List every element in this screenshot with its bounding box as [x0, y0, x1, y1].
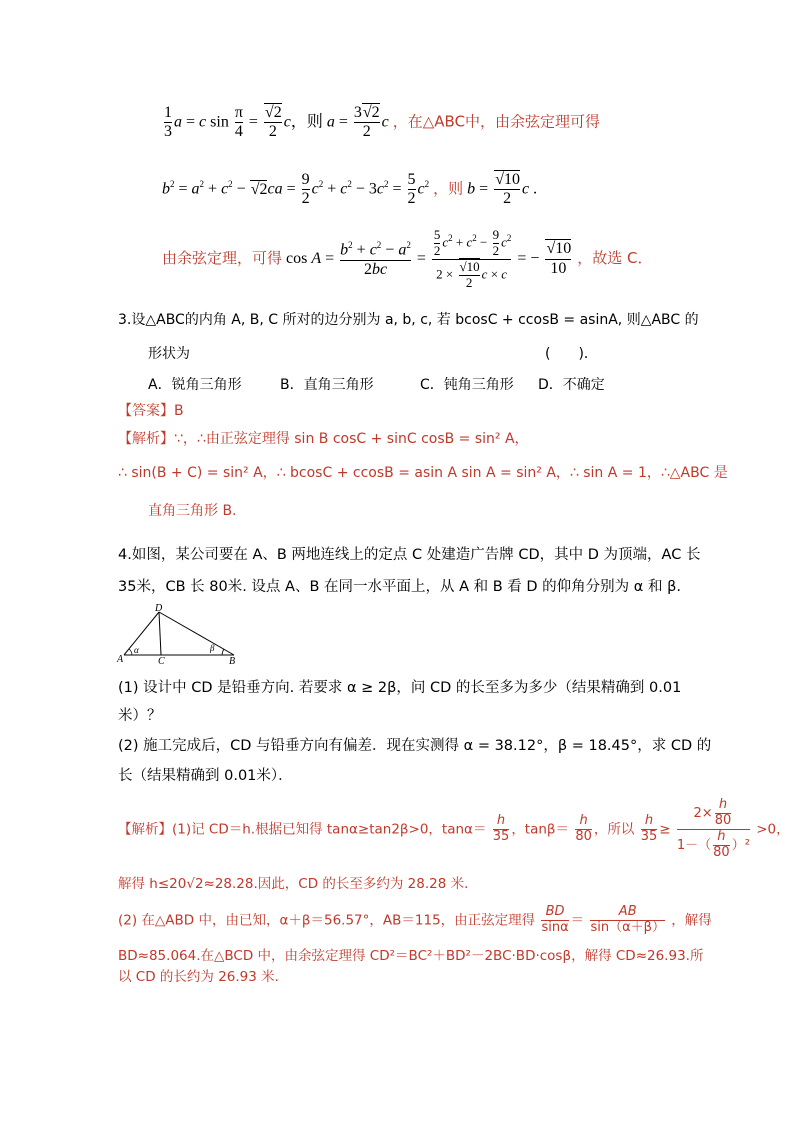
solution-line-3: 由余弦定理，可得 cos A = $\frac{b^2 + c^2 - a^2}{2bc}$ = $\frac{5}{2}$ $c^2 + c^2$ − $\frac{9}{2}$ $c^2$ 2 × $\frac{√10}{2}$ c × c = − $\frac{√10}{10}$ ，故选 C．: [162, 227, 653, 290]
fig-label-b: B: [229, 656, 236, 666]
q3-analysis-text-1: ∵，∴由正弦定理得 sin B cosC + sinC cosB = sin² A，: [174, 431, 529, 447]
fig-arc-beta: [222, 649, 224, 655]
q3-option-d: D．不确定: [538, 377, 605, 393]
q4-sol1-c: ，所以: [593, 821, 635, 838]
q4-solution-line-5: 以 CD 的长约为 26.93 米．: [118, 969, 289, 985]
fig-label-d: D: [155, 603, 163, 614]
fig-label-alpha: α: [134, 645, 139, 655]
fig-arc-alpha: [129, 649, 132, 655]
fig-line-ad: [124, 612, 159, 655]
q3-answer: 【答案】B: [118, 403, 184, 419]
q3-option-b: B．直角三角形: [280, 377, 374, 393]
q4-stem-line2: 35米，CB 长 80米. 设点 A、B 在同一水平面上，从 A 和 B 看 D 的仰角分别为 α 和 β.: [118, 579, 681, 595]
q4-sol2-b: ，解得: [671, 912, 712, 929]
solution-line-3-prefix: 由余弦定理，可得: [162, 249, 283, 268]
q4-sol1-b: ，tanβ＝: [511, 821, 570, 838]
q3-option-c: C．钝角三角形: [420, 377, 514, 393]
solution-line-1: $\frac{1}{3}$ a = c sin $\frac{\pi}{4}$ = $\frac{√2}{2}$ c，则 a = $\frac{3√2}{2}$ c ，在△ABC中，由余弦定理可得: [164, 104, 601, 141]
q3-analysis-line-3: 直角三角形 B.: [148, 503, 237, 519]
solution-line-2: $b^2 = a^2 + c^2 - √2ca$ = $\frac{9}{2}$ $c^2 + c^2 - 3c^2$ = $\frac{5}{2}$ $c^2$ ，则 b = $\frac{√10}{2}$ c .: [162, 171, 538, 208]
fig-label-a: A: [117, 654, 124, 665]
fig-line-db: [159, 612, 234, 655]
q4-part1-line2: 米）？: [118, 708, 162, 724]
fig-label-c: C: [158, 656, 165, 666]
q4-sol1-d: >0，: [756, 821, 790, 838]
fig-label-beta: β: [210, 643, 215, 653]
q3-analysis-line-1: [118, 428, 529, 448]
q3-paren: ( )．: [545, 346, 598, 362]
q3-stem-line2: 形状为: [148, 346, 190, 362]
q4-stem-line1: 4.如图，某公司要在 A、B 两地连线上的定点 C 处建造广告牌 CD，其中 D 为顶端，AC 长: [118, 547, 701, 563]
q3-analysis-line-2: ∴ sin(B + C) = sin² A，∴ bcosC + ccosB = asin A sin A = sin² A，∴ sin A = 1，∴△ABC 是: [118, 465, 728, 481]
q3-analysis-label: 【解析】: [118, 431, 174, 447]
solution-line-2-text: ，则: [433, 179, 464, 198]
q4-solution-line-2: 解得 h≤20√2≈28.28.因此，CD 的长至多约为 28.28 米．: [118, 876, 478, 892]
q3-stem: 3.设△ABC的内角 A, B, C 所对的边分别为 a, b, c, 若 bcosC + ccosB = asinA, 则△ABC 的: [118, 312, 699, 328]
q4-sol-label: 【解析】: [118, 821, 172, 838]
fig-line-cd: [159, 612, 161, 655]
q4-solution-line-4: BD≈85.064.在△BCD 中，由余弦定理得 CD²＝BC²＋BD²－2BC·BD·cosβ，解得 CD≈26.93.所: [118, 948, 704, 964]
solution-line-1-text: ，在△ABC中，由余弦定理可得: [392, 112, 601, 131]
q4-sol2-a: (2) 在△ABD 中，由已知，α＋β＝56.57°，AB＝115，由正弦定理得: [118, 912, 536, 929]
q4-solution-line-1: 【解析】(1)记 CD＝h.根据已知得 tanα≥tan2β>0，tanα＝ $\frac{h}{35}$ ，tanβ＝ $\frac{h}{80}$ ，所以 $\frac{h}{35}$ ≥ 2× $\frac{h}{80}$ 1－（ $\frac{h}{80}$ ）² >0，: [118, 797, 790, 860]
q4-figure: [115, 600, 240, 666]
q4-solution-line-3: (2) 在△ABD 中，由已知，α＋β＝56.57°，AB＝115，由正弦定理得 $\frac{BD}{\sin\alpha}$ ＝ $\frac{AB}{\sin(\alpha+\beta)}$ ，解得: [118, 904, 712, 935]
q4-part2-line1: (2) 施工完成后，CD 与铅垂方向有偏差．现在实测得 α = 38.12°，β = 18.45°，求 CD 的: [118, 738, 712, 754]
q4-part2-line2: 长（结果精确到 0.01米）．: [118, 768, 293, 784]
q4-sol1-a: (1)记 CD＝h.根据已知得 tanα≥tan2β>0，tanα＝: [172, 821, 487, 838]
q3-option-a: A．锐角三角形: [148, 377, 242, 393]
q4-part1-line1: (1) 设计中 CD 是铅垂方向. 若要求 α ≥ 2β，问 CD 的长至多为多少（结果精确到 0.01: [118, 680, 682, 696]
solution-line-3-suffix: ，故选 C．: [577, 249, 653, 268]
